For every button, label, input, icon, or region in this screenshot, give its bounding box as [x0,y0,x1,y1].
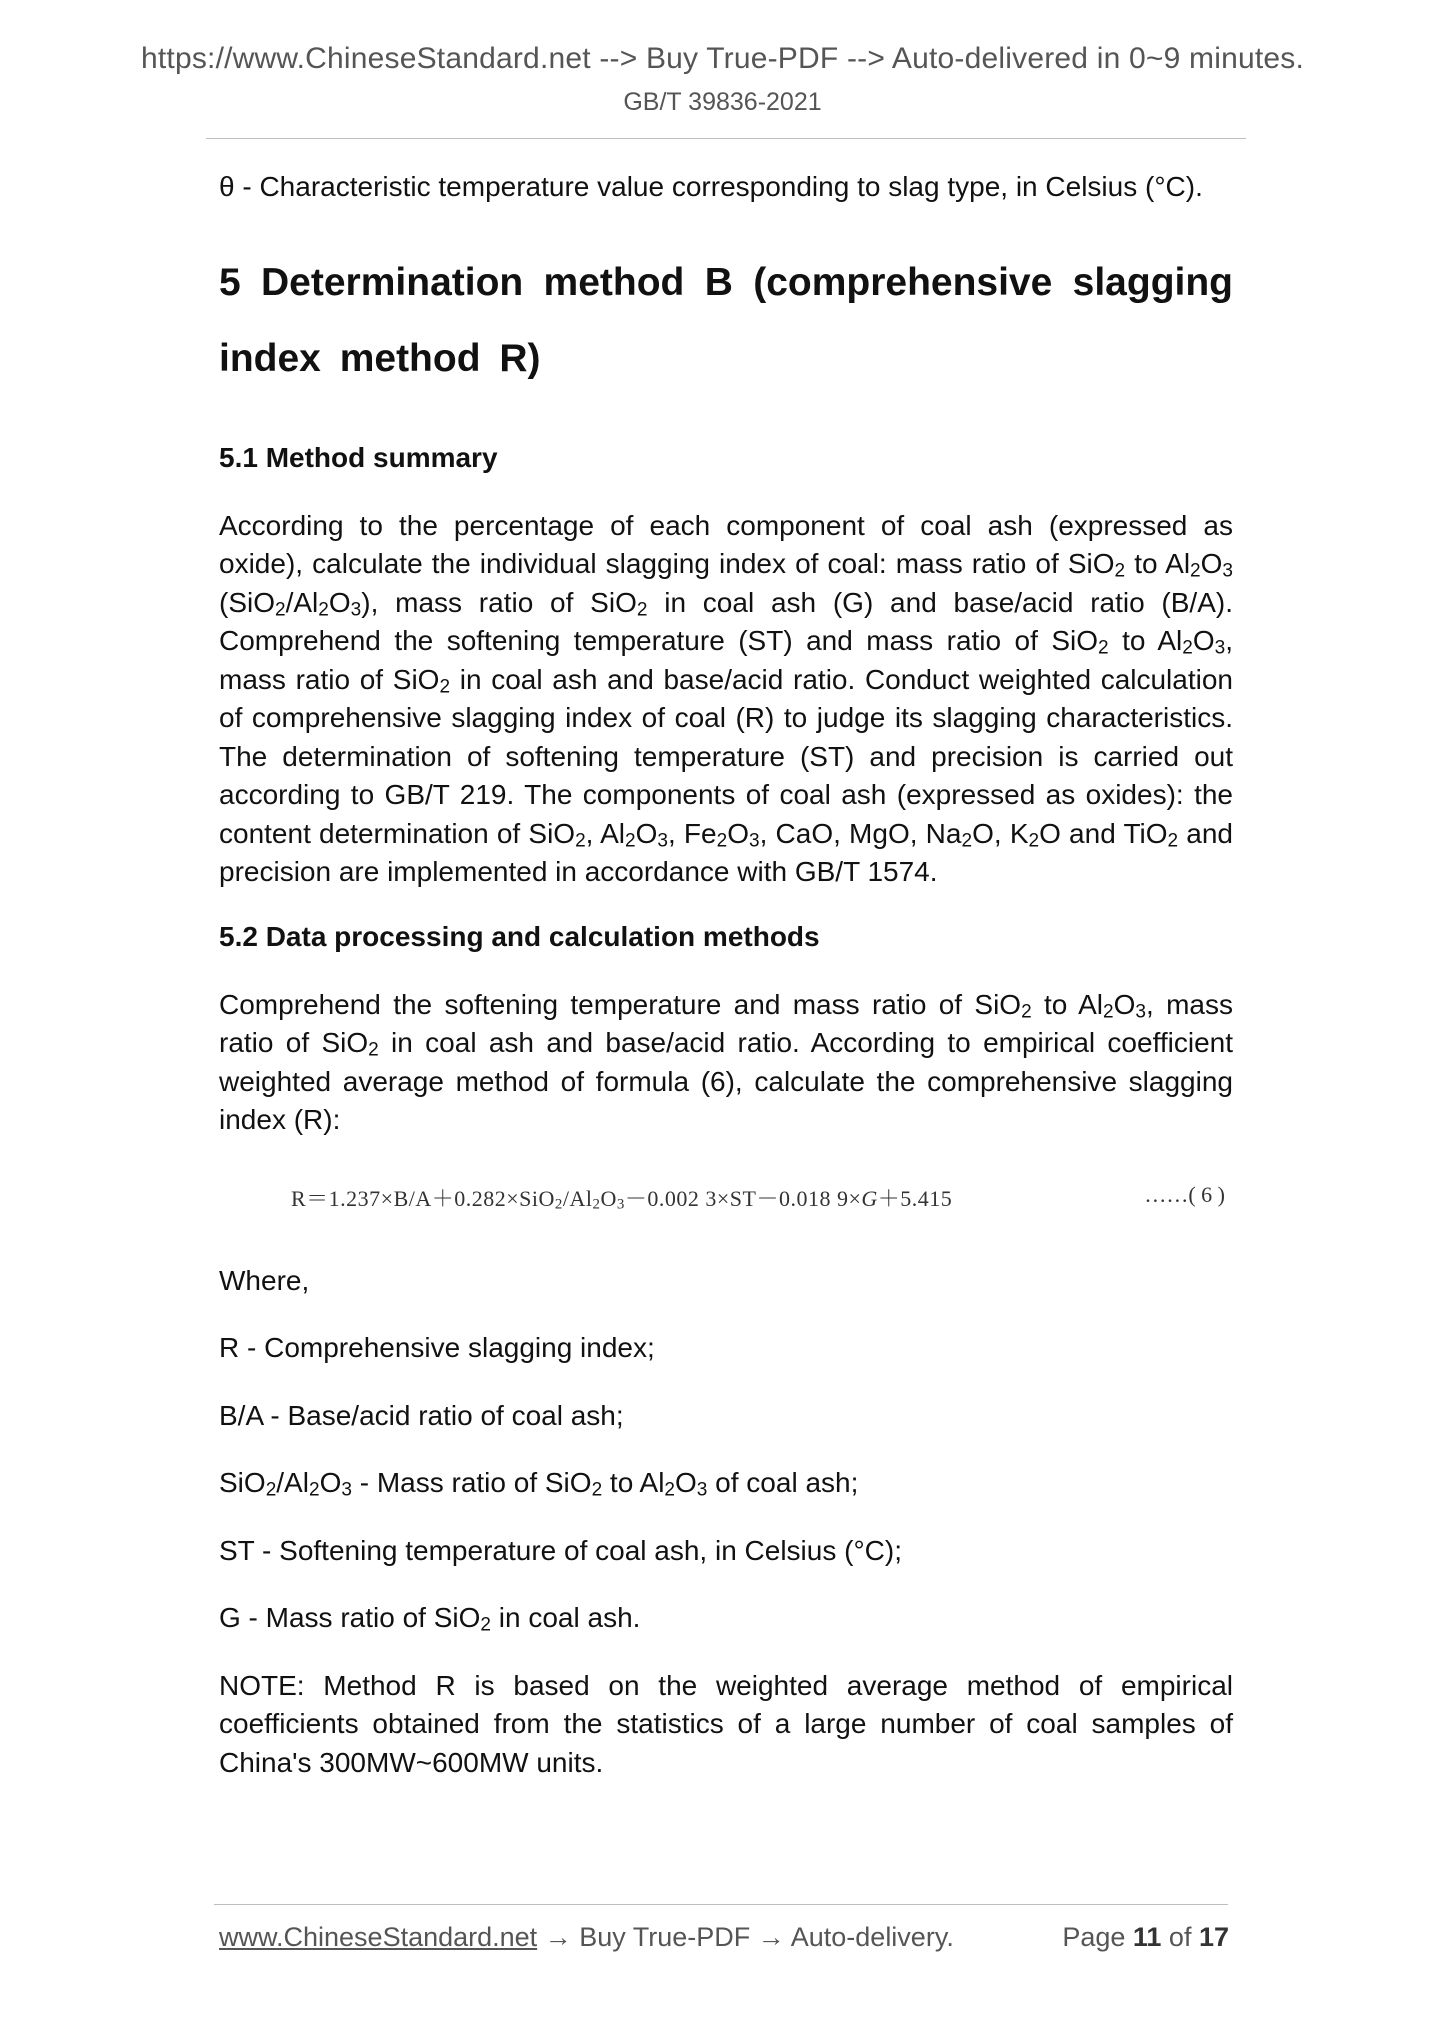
page-total: 17 [1198,1922,1229,1952]
definition-g: G - Mass ratio of SiO$_2$ in coal ash. [219,1602,641,1636]
definition-r: R - Comprehensive slagging index; [219,1332,655,1363]
page-indicator: Page 11 of 17 [1062,1922,1229,1952]
formula-expression: $R=1.237\times B/A+0.282\times SiO_2/Al_2O_3-0.002$ 3×ST－0.018 9×G＋5.415 [291,1185,953,1213]
header-divider [206,138,1246,139]
section-5-2-heading: 5.2 Data processing and calculation methods [219,920,820,952]
where-label: Where, [219,1264,310,1296]
definition-st: ST - Softening temperature of coal ash, in Celsius (°C); [219,1534,902,1566]
page-footer [219,1922,1229,1953]
footer-divider [214,1904,1228,1905]
definition-sio2-al2o3: $SiO_2/Al_2O_3$ - Mass ratio of SiO$_2$ to $Al_2O_3$ of coal ash; [219,1467,859,1501]
footer-delivery-text: → Buy True-PDF → Auto-delivery. [537,1922,954,1952]
header-url-line: https://www.ChineseStandard.net --> Buy True-PDF --> Auto-delivered in 0~9 minutes. [141,42,1304,75]
theta-definition: θ - Characteristic temperature value corresponding to slag type, in Celsius (°C). [219,171,1203,202]
method-summary-paragraph: According to the percentage of each component of coal ash (expressed as oxide), calculate the individual slagging index of coal: mass ratio of SiO$_2$ to $Al_2O_3$ $(SiO_2/Al_2O_3)$, mass ratio of SiO$_2$ in coal ash (G) and base/acid ratio (B/A). Comprehend the softening temperature (ST) and mass ratio of SiO$_2$ to $Al_2O_3$, mass ratio of SiO$_2$ in coal ash and base/acid ratio. Conduct weighted calculation of comprehensive slagging index of coal (R) to judge its slagging characteristics. The determination of softening temperature (ST) and precision is carried out according to GB/T 219. The components of coal ash (expressed as oxides): the content determination of SiO$_2$, $Al_2O_3$, $Fe_2O_3$, CaO, MgO, $Na_2O$, $K_2O$ and TiO$_2$ and precision are implemented in accordance with GB/T 1574. [219,509,1234,887]
formula-6 [219,1166,1233,1236]
formula-number: ……( 6 ) [1144,1181,1225,1207]
section-5-1-heading: 5.1 Method summary [219,441,498,473]
section-5-heading: 5 Determination method B (comprehensive slagging index method R) [219,260,1233,380]
footer-site-link[interactable]: www.ChineseStandard.net [219,1922,538,1952]
page-current: 11 [1132,1922,1162,1952]
note-paragraph: NOTE: Method R is based on the weighted average method of empirical coefficients obtained from the statistics of a large number of coal samples of China's 300MW~600MW units. [219,1669,1233,1778]
page-content [219,168,1233,1782]
definition-ba: B/A - Base/acid ratio of coal ash; [219,1399,624,1431]
standard-code: GB/T 39836-2021 [623,88,822,116]
calculation-paragraph: Comprehend the softening temperature and mass ratio of SiO$_2$ to $Al_2O_3$, mass ratio of SiO$_2$ in coal ash and base/acid ratio. According to empirical coefficient weighted average method of formula (6), calculate the comprehensive slagging index (R): [219,988,1233,1135]
